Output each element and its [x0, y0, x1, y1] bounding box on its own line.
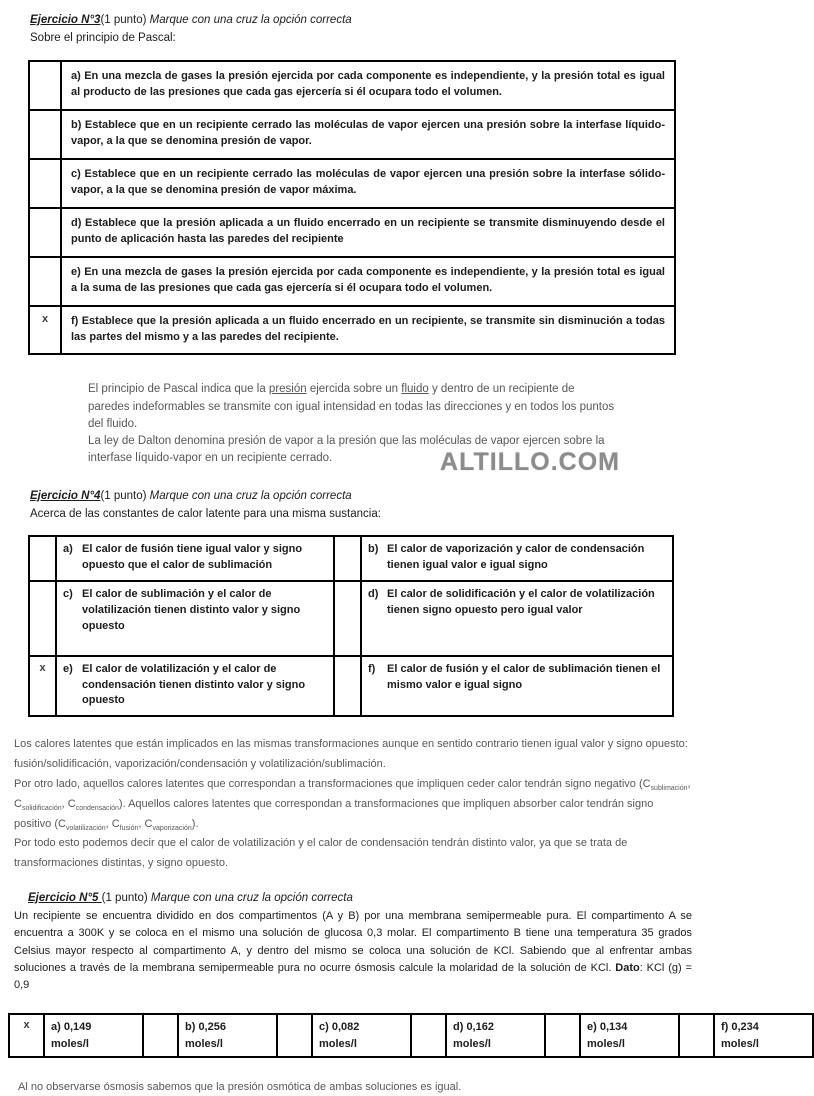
option-cell	[446, 1014, 545, 1057]
exercise3-section	[0, 0, 700, 477]
option-unit: moles/l	[453, 1037, 491, 1050]
answer-mark-cell[interactable]	[411, 1014, 446, 1057]
answer-mark-cell[interactable]	[277, 1014, 312, 1057]
exercise5-section	[0, 890, 759, 1096]
answer-mark-cell[interactable]	[334, 536, 361, 581]
exercise4-instruction: Marque con una cruz la opción correcta	[149, 489, 352, 502]
option-unit: moles/l	[721, 1037, 759, 1050]
answer-mark-cell[interactable]: x	[9, 1014, 44, 1057]
exercise3-title: Ejercicio N°3	[30, 14, 101, 26]
answer-mark-cell[interactable]	[679, 1014, 714, 1057]
option-text: d) El calor de solidificación y el calor de volatilización tienen signo opuesto pero igual valor	[361, 581, 673, 656]
answer-mark-cell[interactable]	[143, 1014, 178, 1057]
table-row	[29, 536, 673, 581]
option-cell	[44, 1014, 143, 1057]
answer-paragraph: El principio de Pascal indica que la presión ejercida sobre un fluido y dentro de un recipiente de paredes indeformables se transmite con igual intensidad en todas las direcciones y en todos los puntos del fluido.	[88, 383, 615, 430]
altillo-watermark: ALTILLO.COM	[440, 448, 620, 477]
option-unit: moles/l	[319, 1037, 357, 1050]
exercise4-heading	[30, 488, 700, 504]
option-text: b) Establece que en un recipiente cerrado las moléculas de vapor ejercen una presión sobre la interfase líquido-vapor, a la que se denomina presión de vapor.	[61, 110, 675, 159]
option-label: d) 0,162	[453, 1021, 494, 1034]
option-cell	[178, 1014, 277, 1057]
table-row	[29, 306, 675, 355]
exercise4-section	[0, 488, 700, 874]
exercise4-answer	[14, 735, 692, 874]
table-row	[29, 656, 673, 717]
exercise5-heading	[28, 890, 700, 906]
table-row	[29, 159, 675, 208]
exercise3-subtitle: Sobre el principio de Pascal:	[30, 32, 176, 45]
option-letter: c)	[63, 587, 73, 600]
option-label: c) 0,082	[319, 1021, 360, 1034]
option-letter: e)	[63, 662, 73, 675]
exercise5-instruction: Marque con una cruz la opción correcta	[150, 891, 353, 904]
answer-mark-cell[interactable]	[29, 110, 61, 159]
exercise3-options-table	[28, 60, 676, 355]
option-label: e) 0,134	[587, 1021, 628, 1034]
exercise4-points: (1 punto)	[100, 489, 150, 502]
exercise4-title: Ejercicio N°4	[30, 489, 101, 502]
exercise5-answer-note: Al no observarse ósmosis sabemos que la presión osmótica de ambas soluciones es igual.	[18, 1081, 462, 1094]
table-row	[29, 61, 675, 110]
exercise3-answer	[88, 381, 620, 477]
option-text: e) En una mezcla de gases la presión ejercida por cada componente es independiente, y la presión total es igual a la suma de las presiones que cada gas ejercería si él ocupara todo el volumen.	[61, 257, 675, 306]
answer-mark-cell[interactable]: x	[29, 656, 56, 717]
answer-mark-cell[interactable]	[29, 208, 61, 257]
option-unit: moles/l	[51, 1037, 89, 1050]
option-unit: moles/l	[587, 1037, 625, 1050]
answer-mark-cell[interactable]	[29, 536, 56, 581]
option-label: f) 0,234	[721, 1021, 759, 1034]
answer-paragraph: Por otro lado, aquellos calores latentes que correspondan a transformaciones que impliquen ceder calor tendrán signo negativo ($C_{sublimación}$, $C_{solidificación}$, $C_{condensación}$). Aquellos calores latentes que correspondan a transformaciones que impliquen absorber calor tendrán signo positivo ($C_{volatilización}$, $C_{fusión}$, $C_{vaporización}$).	[14, 777, 691, 832]
answer-mark-cell[interactable]	[29, 159, 61, 208]
answer-mark-cell[interactable]	[29, 257, 61, 306]
answer-paragraph: La ley de Dalton denomina presión de vapor a la presión que las moléculas de vapor ejercen sobre la interfase líquido-vapor en un recipiente cerrado.	[88, 435, 605, 465]
exercise4-options-table	[28, 535, 674, 718]
table-row	[9, 1014, 813, 1057]
exercise5-options-table	[8, 1013, 814, 1058]
option-letter: d)	[368, 587, 379, 600]
option-text: f) Establece que la presión aplicada a un fluido encerrado en un recipiente, se transmite sin disminución a todas las partes del mismo y a las paredes del recipiente.	[61, 306, 675, 355]
option-cell	[580, 1014, 679, 1057]
table-row	[29, 110, 675, 159]
option-label: a) 0,149	[51, 1021, 92, 1034]
answer-mark-cell[interactable]	[334, 656, 361, 717]
table-row	[29, 581, 673, 656]
answer-paragraph: Los calores latentes que están implicados en las mismas transformaciones aunque en sentido contrario tienen igual valor y signo opuesto: fusión/solidificación, vaporización/condensación y volatilización/sublimación.	[14, 738, 688, 771]
option-text: b) El calor de vaporización y calor de condensación tienen igual valor e igual signo	[361, 536, 673, 581]
option-letter: f)	[368, 662, 376, 675]
option-letter: b)	[368, 542, 379, 555]
table-row	[29, 257, 675, 306]
answer-mark-cell[interactable]: x	[29, 306, 61, 355]
exercise4-subtitle: Acerca de las constantes de calor latente para una misma sustancia:	[30, 507, 381, 520]
option-letter: a)	[63, 542, 73, 555]
answer-mark-cell[interactable]	[29, 61, 61, 110]
exercise3-points: (1 punto)	[100, 14, 150, 26]
option-text: c) Establece que en un recipiente cerrado las moléculas de vapor ejercen una presión sobre la interfase sólido-vapor, a la que se denomina presión de vapor máxima.	[61, 159, 675, 208]
option-unit: moles/l	[185, 1037, 223, 1050]
exercise5-statement: Un recipiente se encuentra dividido en dos compartimentos (A y B) por una membrana semipermeable pura. El compartimento A se encuentra a 300K y se coloca en el mismo una solución de glucosa 0,3 molar. El compartimento B tiene una temperatura 35 grados Celsius mayor respecto al compartimento A, y dentro del mismo se coloca una solución de KCl. Sabiendo que al enfrentar ambas soluciones a través de la membrana semipermeable pura no ocurre ósmosis calcule la molaridad de la solución de KCl. Dato: KCl (g) = 0,9	[14, 910, 692, 992]
option-text: c) El calor de sublimación y el calor de volatilización tienen distinto valor y signo opuesto	[56, 581, 334, 656]
option-cell	[312, 1014, 411, 1057]
exercise3-instruction: Marque con una cruz la opción correcta	[149, 14, 352, 26]
option-text: f) El calor de fusión y el calor de sublimación tienen el mismo valor e igual signo	[361, 656, 673, 717]
option-cell	[714, 1014, 813, 1057]
option-text: e) El calor de volatilización y el calor de condensación tienen distinto valor y signo opuesto	[56, 656, 334, 717]
exercise5-title: Ejercicio N°5	[28, 891, 102, 904]
option-label: b) 0,256	[185, 1021, 226, 1034]
exercise5-points: (1 punto)	[101, 891, 151, 904]
answer-mark-cell[interactable]	[334, 581, 361, 656]
table-row	[29, 208, 675, 257]
answer-paragraph: Por todo esto podemos decir que el calor de volatilización y el calor de condensación tendrán distinto valor, ya que se trata de transformaciones distintas, y signo opuesto.	[14, 837, 628, 870]
option-text: a) El calor de fusión tiene igual valor y signo opuesto que el calor de sublimación	[56, 536, 334, 581]
answer-mark-cell[interactable]	[29, 581, 56, 656]
exercise3-heading	[30, 12, 700, 28]
answer-mark-cell[interactable]	[545, 1014, 580, 1057]
option-text: d) Establece que la presión aplicada a un fluido encerrado en un recipiente se transmite disminuyendo desde el punto de aplicación hasta las paredes del recipiente	[61, 208, 675, 257]
option-text: a) En una mezcla de gases la presión ejercida por cada componente es independiente, y la presión total es igual al producto de las presiones que cada gas ejercería si él ocupara todo el volumen.	[61, 61, 675, 110]
